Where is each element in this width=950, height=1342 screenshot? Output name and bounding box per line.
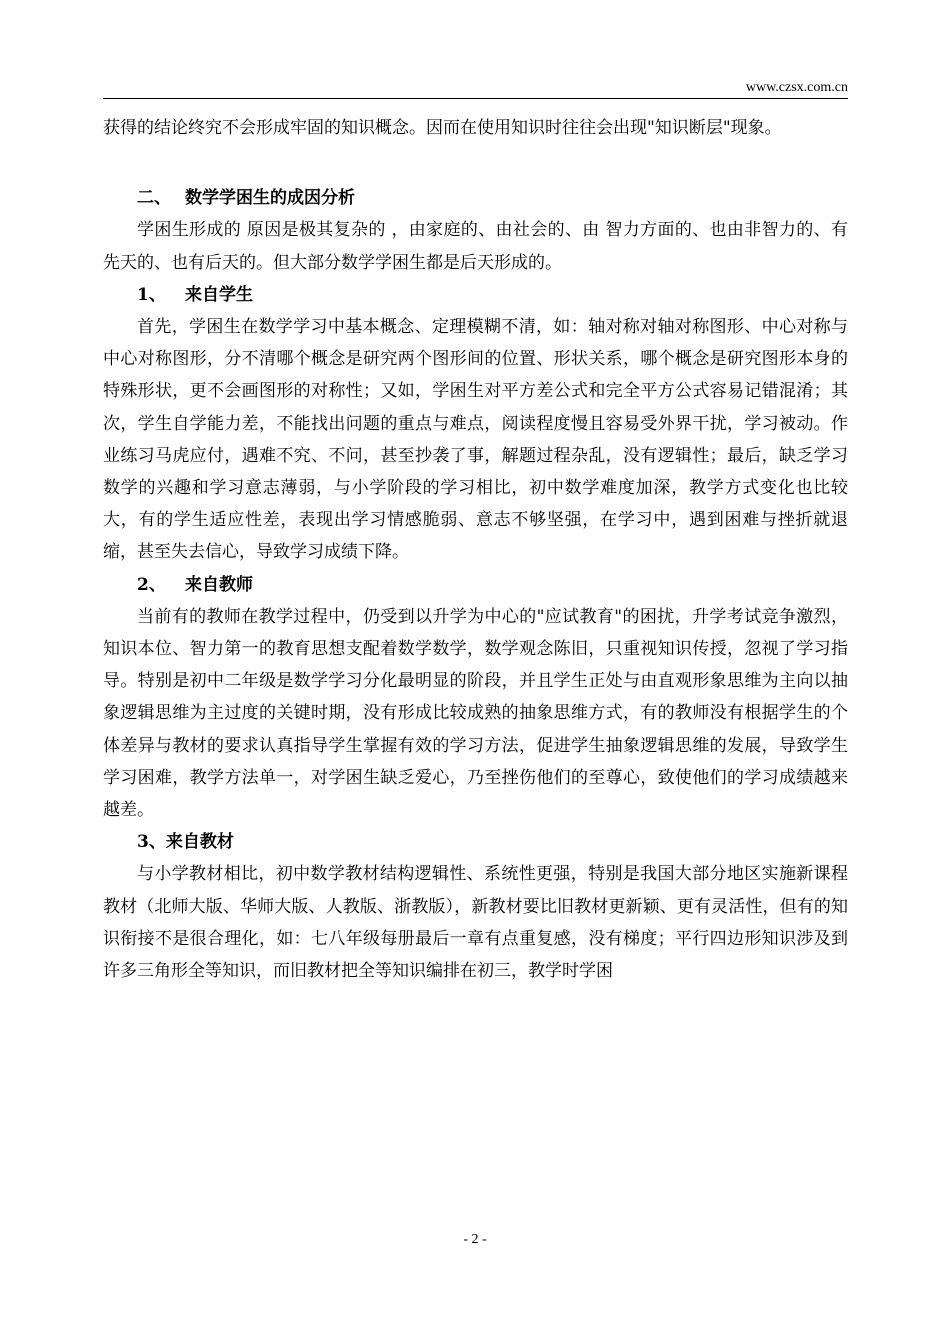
document-body: [103, 112, 848, 987]
subheading-teachers: [103, 569, 848, 601]
teachers-paragraph: 当前有的教师在教学过程中，仍受到以升学为中心的"应试教育"的困扰，升学考试竞争激烈，知识本位、智力第一的教育思想支配着数学数学，数学观念陈旧，只重视知识传授，忽视了学习指导。特别是初中二年级是数学学习分化最明显的阶段，并且学生正处与由直观形象思维为主向以抽象逻辑思维为主过度的关键时期，没有形成比较成熟的抽象思维方式，有的教师没有根据学生的个体差异与教材的要求认真指导学生掌握有效的学习方法，促进学生抽象逻辑思维的发展，导致学生学习困难，教学方法单一，对学困生缺乏爱心，乃至挫伤他们的至尊心，致使他们的学习成绩越来越差。: [103, 606, 848, 821]
textbooks-paragraph: 与小学教材相比，初中数学教材结构逻辑性、系统性更强，特别是我国大部分地区实施新课程教材（北师大版、华师大版、人教版、浙教版），新教材要比旧教材更新颖、更有灵活性，但有的知识衔接不是很合理化，如：七八年级每册最后一章有点重复感，没有梯度；平行四边形知识涉及到许多三角形全等知识，而旧教材把全等知识编排在初三，教学时学困: [103, 864, 848, 982]
section-heading: [103, 182, 848, 214]
section-number: 二、: [137, 188, 171, 209]
subheading-title: 来自学生: [185, 284, 253, 305]
section-intro-paragraph: 学困生形成的 原因是极其复杂的 ，由家庭的、由社会的、由 智力方面的、也由非智力的、有先天的、也有后天的。但大部分数学学困生都是后天形成的。: [103, 220, 848, 273]
subheading-title: 来自教材: [165, 832, 234, 853]
subheading-textbooks: [103, 826, 848, 858]
subheading-number: 3、: [137, 832, 166, 853]
subheading-number: 2、: [137, 574, 166, 595]
carryover-paragraph: 获得的结论终究不会形成牢固的知识概念。因而在使用知识时往往会出现"知识断层"现象。: [103, 118, 782, 138]
students-paragraph: 首先，学困生在数学学习中基本概念、定理模糊不清，如：轴对称对轴对称图形、中心对称与中心对称图形，分不清哪个概念是研究两个图形间的位置、形状关系，哪个概念是研究图形本身的特殊形状，更不会画图形的对称性；又如，学困生对平方差公式和完全平方公式容易记错混淆；其次，学生自学能力差，不能找出问题的重点与难点，阅读程度慢且容易受外界干扰，学习被动。作业练习马虎应付，遇难不究、不问，甚至抄袭了事，解题过程杂乱，没有逻辑性；最后，缺乏学习数学的兴趣和学习意志薄弱，与小学阶段的学习相比，初中数学难度加深，教学方式变化也比较大，有的学生适应性差，表现出学习情感脆弱、意志不够坚强，在学习中，遇到困难与挫折就退缩，甚至失去信心，导致学习成绩下降。: [103, 317, 848, 563]
subheading-number: 1、: [137, 284, 166, 305]
subheading-title: 来自教师: [185, 574, 253, 595]
header-divider: [103, 98, 848, 99]
subheading-students: [103, 279, 848, 311]
page-header-url: www.czsx.com.cn: [745, 80, 848, 95]
page-number: - 2 -: [463, 1232, 487, 1247]
section-title: 数学学困生的成因分析: [185, 188, 355, 209]
